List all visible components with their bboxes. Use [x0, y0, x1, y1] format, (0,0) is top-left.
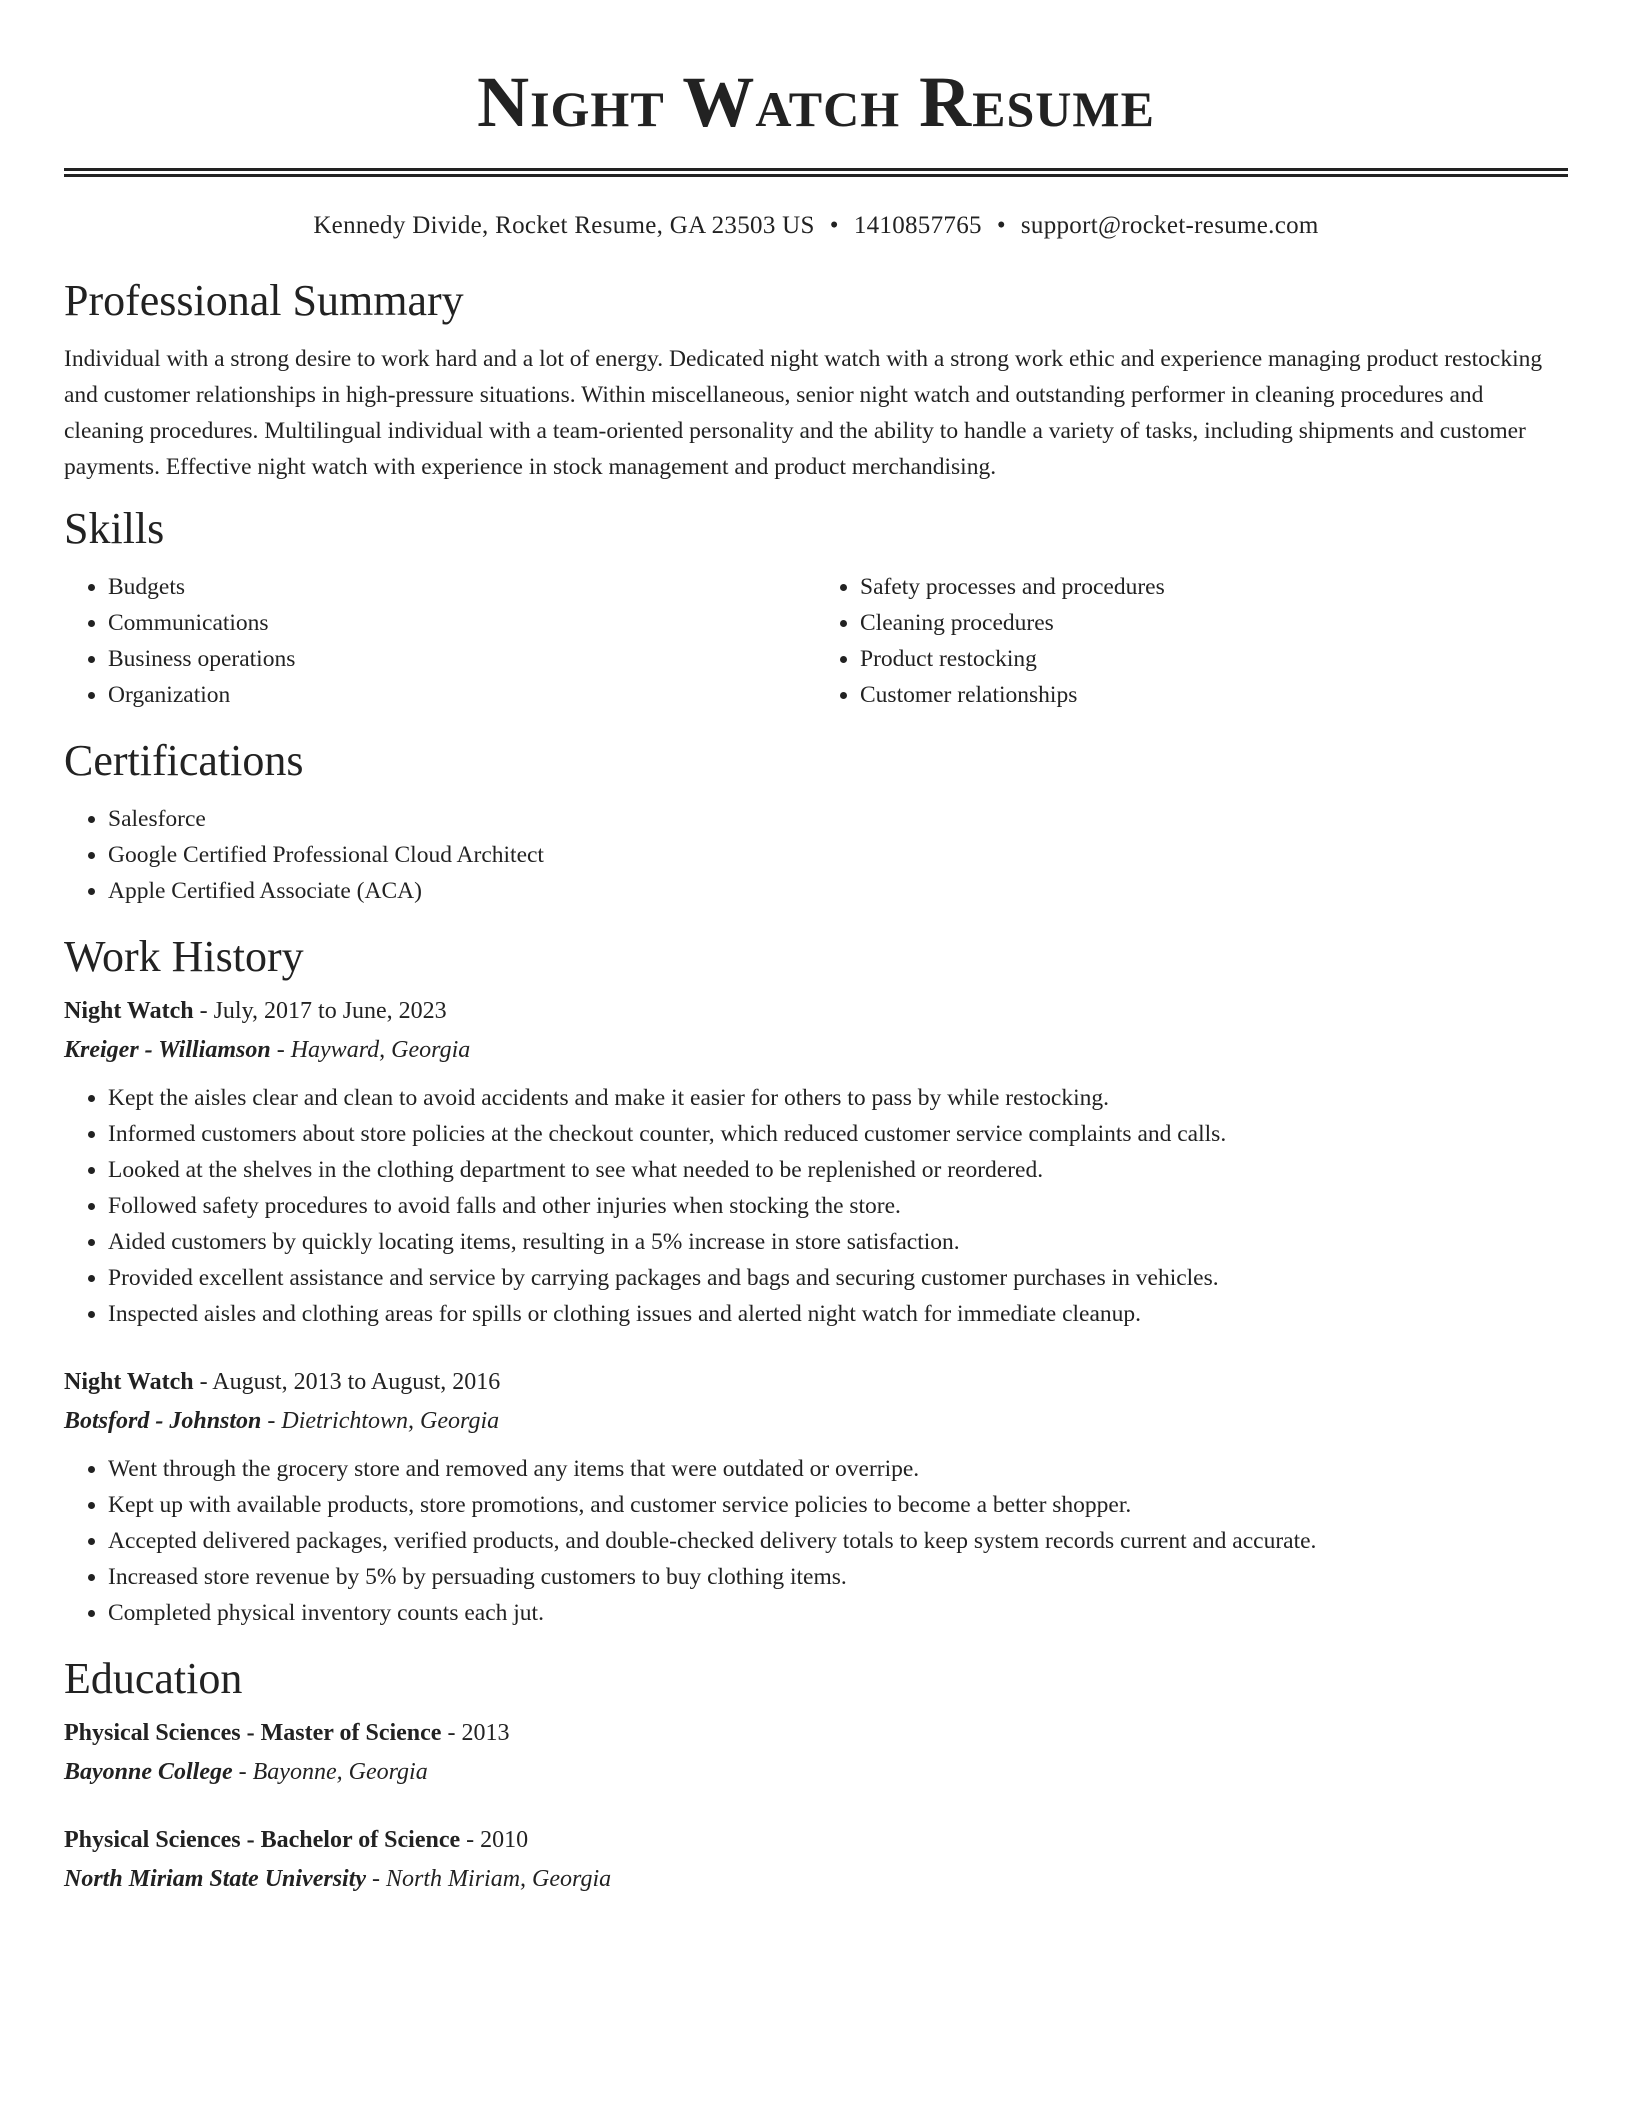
- job-bullet: • Increased store revenue by 5% by persuading customers to buy clothing items.: [108, 1559, 1568, 1595]
- education-degree-line: [64, 1822, 1568, 1858]
- education-year: - 2010: [460, 1827, 529, 1853]
- job-title-line: [64, 993, 1568, 1029]
- education-entry: [64, 1822, 1568, 1897]
- skill-item: • Cleaning procedures: [860, 605, 1568, 641]
- skill-item: • Budgets: [108, 569, 816, 605]
- job-bullet: • Completed physical inventory counts each jut.: [108, 1595, 1568, 1631]
- job-company: Kreiger - Williamson: [64, 1037, 271, 1063]
- job-title-line: [64, 1364, 1568, 1400]
- contact-separator: •: [829, 212, 839, 239]
- job-bullets: [64, 1080, 1568, 1332]
- job-title: Night Watch: [64, 1369, 194, 1395]
- skill-item: • Organization: [108, 677, 816, 713]
- job-location: - Hayward, Georgia: [270, 1037, 471, 1063]
- skill-item: • Product restocking: [860, 641, 1568, 677]
- summary-section: [64, 275, 1568, 485]
- job-bullet: • Informed customers about store policies at the checkout counter, which reduced customer service complaints and calls.: [108, 1116, 1568, 1152]
- job-dates: - July, 2017 to June, 2023: [193, 998, 447, 1024]
- education-degree: Physical Sciences - Bachelor of Science: [64, 1827, 461, 1853]
- education-degree: Physical Sciences - Master of Science: [64, 1720, 442, 1746]
- certification-item: • Apple Certified Associate (ACA): [108, 873, 1568, 909]
- certification-item: • Google Certified Professional Cloud Architect: [108, 837, 1568, 873]
- job-title: Night Watch: [64, 998, 194, 1024]
- work-history-section: [64, 931, 1568, 1631]
- education-section: [64, 1653, 1568, 1897]
- job-company-line: [64, 1032, 1568, 1068]
- job-entry: [64, 1364, 1568, 1631]
- job-bullet: • Inspected aisles and clothing areas for spills or clothing issues and alerted night watch for immediate cleanup.: [108, 1296, 1568, 1332]
- contact-separator: •: [996, 212, 1006, 239]
- education-school-line: [64, 1861, 1568, 1897]
- skills-list-left: [64, 569, 816, 713]
- job-bullet: • Followed safety procedures to avoid falls and other injuries when stocking the store.: [108, 1188, 1568, 1224]
- job-bullet: • Accepted delivered packages, verified products, and double-checked delivery totals to keep system records current and accurate.: [108, 1523, 1568, 1559]
- summary-heading: Professional Summary: [64, 276, 464, 325]
- skills-list-right: [816, 569, 1568, 713]
- skills-section: [64, 503, 1568, 713]
- education-year: - 2013: [441, 1720, 510, 1746]
- education-heading: Education: [64, 1654, 243, 1703]
- skill-item: • Customer relationships: [860, 677, 1568, 713]
- job-bullet: • Kept up with available products, store promotions, and customer service policies to become a better shopper.: [108, 1487, 1568, 1523]
- contact-address: Kennedy Divide, Rocket Resume, GA 23503 US: [313, 212, 815, 239]
- education-school-line: [64, 1754, 1568, 1790]
- job-bullet: • Went through the grocery store and removed any items that were outdated or overripe.: [108, 1451, 1568, 1487]
- job-bullet: • Kept the aisles clear and clean to avoid accidents and make it easier for others to pass by while restocking.: [108, 1080, 1568, 1116]
- education-location: - North Miriam, Georgia: [366, 1866, 612, 1892]
- resume-title: Night Watch Resume: [477, 62, 1155, 142]
- job-bullets: [64, 1451, 1568, 1631]
- education-school: North Miriam State University: [64, 1866, 367, 1892]
- skill-item: • Safety processes and procedures: [860, 569, 1568, 605]
- skills-heading: Skills: [64, 504, 165, 553]
- contact-email: support@rocket-resume.com: [1020, 212, 1319, 239]
- job-company: Botsford - Johnston: [64, 1408, 262, 1434]
- education-entry: [64, 1715, 1568, 1790]
- education-school: Bayonne College: [64, 1759, 233, 1785]
- job-entry: [64, 993, 1568, 1332]
- summary-text: Individual with a strong desire to work hard and a lot of energy. Dedicated night watch with a strong work ethic and experience managing product restocking and customer relationships in high-pressure situations. Within miscellaneous, senior night watch and outstanding performer in cleaning procedures and cleaning procedures. Multilingual individual with a team-oriented personality and the ability to handle a variety of tasks, including shipments and customer payments. Effective night watch with experience in stock management and product merchandising.: [64, 346, 1543, 480]
- education-location: - Bayonne, Georgia: [232, 1759, 428, 1785]
- job-bullet: • Aided customers by quickly locating items, resulting in a 5% increase in store satisfaction.: [108, 1224, 1568, 1260]
- education-degree-line: [64, 1715, 1568, 1751]
- work-history-heading: Work History: [64, 932, 304, 981]
- certification-item: • Salesforce: [108, 801, 1568, 837]
- job-bullet: • Looked at the shelves in the clothing department to see what needed to be replenished or reordered.: [108, 1152, 1568, 1188]
- skill-item: • Communications: [108, 605, 816, 641]
- job-location: - Dietrichtown, Georgia: [261, 1408, 500, 1434]
- certifications-list: [64, 801, 1568, 909]
- skills-grid: [64, 569, 1568, 713]
- job-company-line: [64, 1403, 1568, 1439]
- skill-item: • Business operations: [108, 641, 816, 677]
- job-bullet: • Provided excellent assistance and service by carrying packages and bags and securing customer purchases in vehicles.: [108, 1260, 1568, 1296]
- certifications-section: [64, 735, 1568, 909]
- job-dates: - August, 2013 to August, 2016: [193, 1369, 501, 1395]
- title-double-rule: [64, 168, 1568, 177]
- contact-line: [64, 211, 1568, 241]
- certifications-heading: Certifications: [64, 736, 304, 785]
- contact-phone: 1410857765: [853, 212, 982, 239]
